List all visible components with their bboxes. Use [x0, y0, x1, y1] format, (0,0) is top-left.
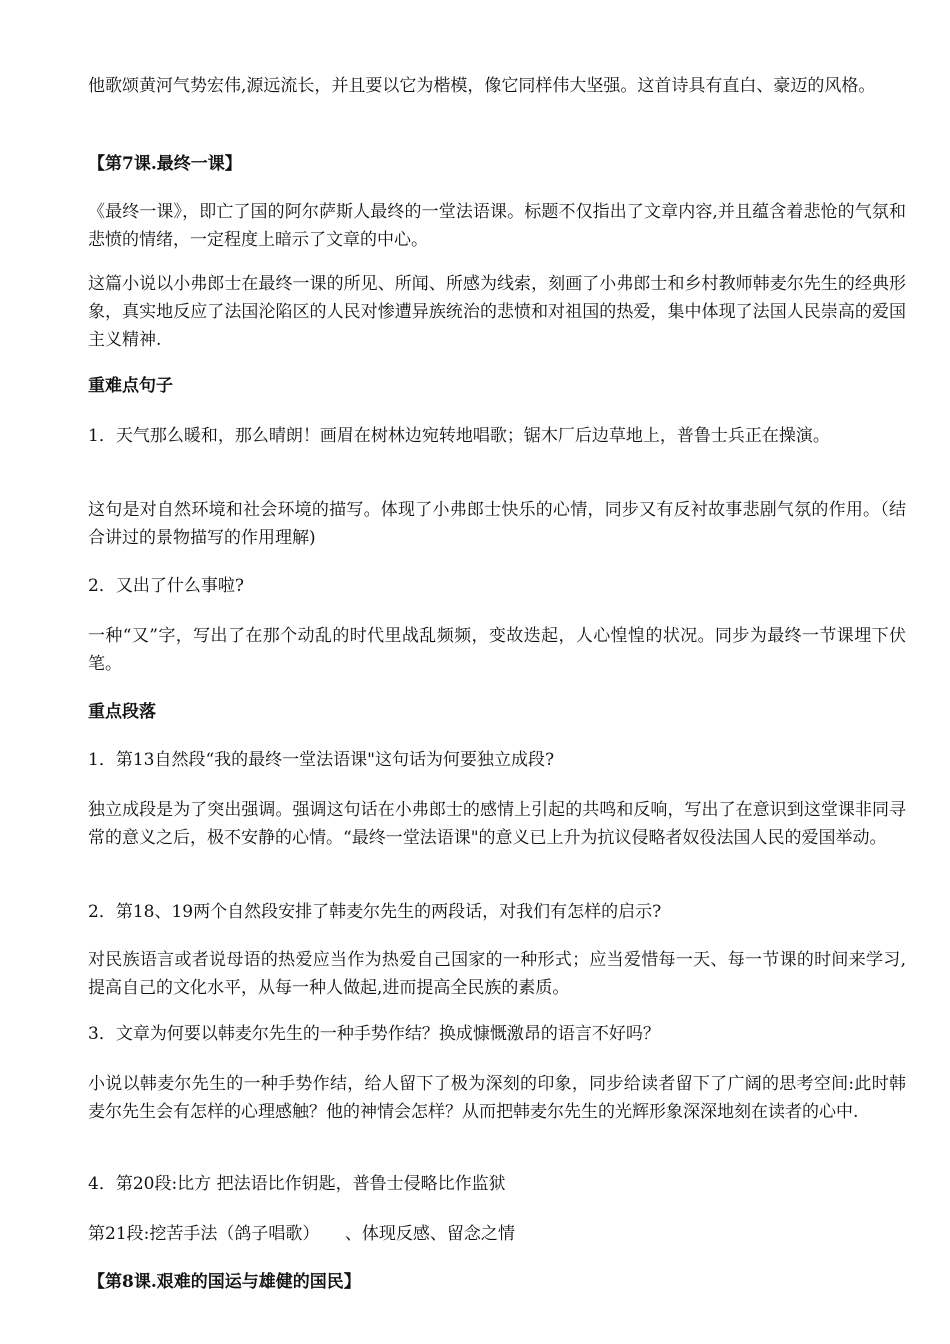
- key-paragraph-note-20: 4．第20段:比方 把法语比作钥匙，普鲁士侵略比作监狱: [88, 1174, 506, 1194]
- paragraph-story-summary: 这篇小说以小弗郎士在最终一课的所见、所闻、所感为线索，刻画了小弗郎士和乡村教师韩麦尔先生的经典形象，真实地反应了法国沦陷区的人民对惨遭异族统治的悲愤和对祖国的热爱，集中体现了法国人民崇高的爱国主义精神.: [88, 274, 906, 350]
- heading-lesson-7: 【第7课.最终一课】: [88, 154, 242, 174]
- paragraph-yellow-river-poem: 他歌颂黄河气势宏伟,源远流长，并且要以它为楷模，像它同样伟大坚强。这首诗具有直白、豪迈的风格。: [88, 76, 876, 96]
- key-sentence-1-explanation: 这句是对自然环境和社会环境的描写。体现了小弗郎士快乐的心情，同步又有反衬故事悲剧气氛的作用。（结合讲过的景物描写的作用理解): [88, 500, 906, 548]
- key-paragraph-question-2: 2．第18、19两个自然段安排了韩麦尔先生的两段话，对我们有怎样的启示?: [88, 902, 662, 922]
- key-paragraph-answer-2: 对民族语言或者说母语的热爱应当作为热爱自己国家的一种形式；应当爱惜每一天、每一节课的时间来学习,提高自己的文化水平，从每一种人做起,进而提高全民族的素质。: [88, 950, 906, 998]
- key-paragraph-answer-1: 独立成段是为了突出强调。强调这句话在小弗郎士的感情上引起的共鸣和反响，写出了在意识到这堂课非同寻常的意义之后，极不安静的心情。“最终一堂法语课"的意义已上升为抗议侵略者奴役法国人民的爱国举动。: [88, 800, 906, 848]
- heading-key-paragraphs: 重点段落: [88, 702, 156, 722]
- key-sentence-2: 2．又出了什么事啦?: [88, 576, 244, 596]
- key-paragraph-question-3: 3．文章为何要以韩麦尔先生的一种手势作结？换成慷慨激昂的语言不好吗？: [88, 1024, 660, 1044]
- heading-key-sentences: 重难点句子: [88, 376, 173, 396]
- key-paragraph-question-1: 1．第13自然段“我的最终一堂法语课"这句话为何要独立成段?: [88, 750, 555, 770]
- key-sentence-2-explanation: 一种“又”字，写出了在那个动乱的时代里战乱频频，变故迭起，人心惶惶的状况。同步为最终一节课埋下伏笔。: [88, 626, 906, 674]
- heading-lesson-8: 【第8课.艰难的国运与雄健的国民】: [88, 1272, 361, 1292]
- key-paragraph-answer-3: 小说以韩麦尔先生的一种手势作结，给人留下了极为深刻的印象，同步给读者留下了广阔的思考空间:此时韩麦尔先生会有怎样的心理感触？他的神情会怎样？从而把韩麦尔先生的光辉形象深深地刻在读者的心中.: [88, 1074, 906, 1122]
- paragraph-title-meaning: 《最终一课》，即亡了国的阿尔萨斯人最终的一堂法语课。标题不仅指出了文章内容,并且蕴含着悲怆的气氛和悲愤的情绪，一定程度上暗示了文章的中心。: [88, 202, 906, 250]
- key-sentence-1: 1．天气那么暖和，那么晴朗！画眉在树林边宛转地唱歌；锯木厂后边草地上，普鲁士兵正在操演。: [88, 426, 830, 446]
- key-paragraph-note-21: 第21段:挖苦手法（鸽子唱歌） 、体现反感、留念之情: [88, 1224, 515, 1244]
